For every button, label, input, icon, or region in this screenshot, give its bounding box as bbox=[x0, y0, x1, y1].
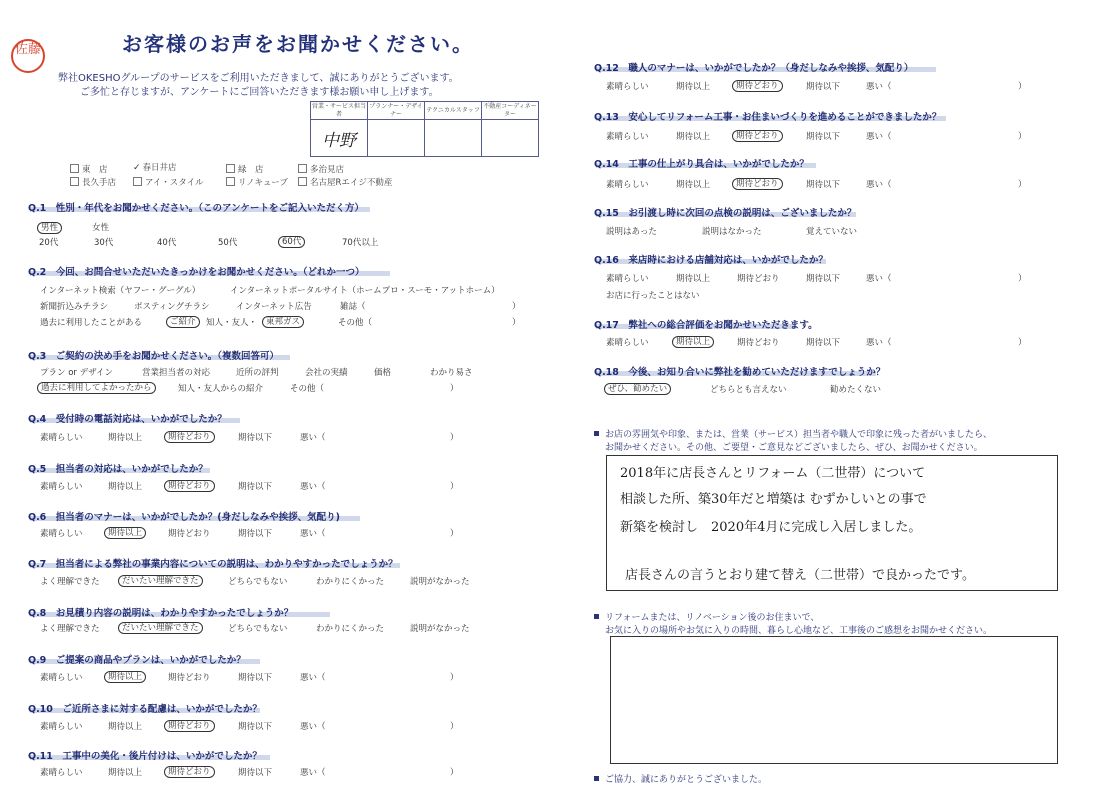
answer-option[interactable]: 素晴らしい bbox=[606, 132, 649, 142]
answer-option[interactable]: 期待以下 bbox=[806, 180, 841, 190]
answer-option[interactable]: 悪い（ bbox=[866, 338, 892, 348]
store-option[interactable]: 東 店 bbox=[70, 163, 108, 175]
answer-option[interactable]: 素晴らしい bbox=[40, 673, 83, 683]
answer-option[interactable]: 期待以上 bbox=[108, 722, 143, 732]
paren-close: ） bbox=[450, 529, 459, 539]
answer-option[interactable]: 素晴らしい bbox=[606, 82, 649, 92]
answer-option[interactable]: 悪い（ bbox=[300, 433, 326, 443]
answer-option[interactable]: 雑誌（ bbox=[340, 302, 366, 312]
answer-option[interactable]: 期待以上 bbox=[676, 274, 711, 284]
answer-option[interactable]: 過去に利用したことがある bbox=[40, 318, 143, 328]
paren-close: ） bbox=[512, 318, 521, 328]
answer-option[interactable]: 素晴らしい bbox=[40, 433, 83, 443]
question-15: Q.15 お引渡し時に次回の点検の説明は、ございましたか？ bbox=[594, 208, 857, 219]
staff-name: 中野 bbox=[322, 130, 356, 151]
answer-option[interactable]: 期待以下 bbox=[806, 274, 841, 284]
answer-option-selected[interactable]: 期待以上 bbox=[104, 670, 146, 682]
staff-header: テクニカルスタッフ bbox=[425, 102, 482, 120]
answer-option[interactable]: 素晴らしい bbox=[606, 274, 649, 284]
question-5: Q.5 担当者の対応は、いかがでしたか？ bbox=[28, 464, 208, 475]
checkbox[interactable] bbox=[70, 164, 79, 173]
answer-option[interactable]: ポスティングチラシ bbox=[134, 302, 210, 312]
question-12: Q.12 職人のマナーは、いかがでしたか？（身だしなみや挨拶、気配り） bbox=[594, 63, 914, 74]
answer-option[interactable]: 悪い（ bbox=[866, 132, 892, 142]
staff-header: 不動産コーディネーター bbox=[483, 102, 537, 118]
answer-option[interactable]: 70代以上 bbox=[342, 238, 379, 248]
question-8: Q.8 お見積り内容の説明は、わかりやすかったでしょうか？ bbox=[28, 608, 294, 619]
answer-option[interactable]: どちらでもない bbox=[228, 624, 288, 634]
answer-option[interactable]: 期待以下 bbox=[806, 82, 841, 92]
staff-cell bbox=[368, 120, 425, 157]
answer-option-selected[interactable]: 期待どおり bbox=[164, 430, 215, 442]
paren-close: ） bbox=[1018, 274, 1027, 284]
answer-option[interactable]: 期待どおり bbox=[168, 529, 211, 539]
answer-option-selected[interactable]: 期待どおり bbox=[164, 479, 215, 491]
answer-option[interactable]: 新聞折込みチラシ bbox=[40, 302, 109, 312]
answer-option[interactable]: 悪い（ bbox=[300, 482, 326, 492]
question-7: Q.7 担当者による弊社の事業内容についての説明は、わかりやすかったでしょうか？ bbox=[28, 559, 398, 570]
answer-option-selected[interactable]: 期待以上 bbox=[104, 526, 146, 538]
question-2: Q.2 今回、お問合せいただいたきっかけをお聞かせください。（どれか一つ） bbox=[28, 267, 365, 278]
checkbox[interactable] bbox=[298, 164, 307, 173]
question-14: Q.14 工事の仕上がり具合は、いかがでしたか？ bbox=[594, 159, 809, 170]
answer-option-selected[interactable]: ぜひ、勧めたい bbox=[604, 382, 671, 394]
answer-option-selected[interactable]: 期待どおり bbox=[732, 177, 783, 189]
store-option[interactable]: リノキューブ bbox=[226, 176, 288, 188]
question-10: Q.10 ご近所さまに対する配慮は、いかがでしたか？ bbox=[28, 704, 262, 715]
question-3: Q.3 ご契約の決め手をお聞かせください。（複数回答可） bbox=[28, 351, 280, 362]
page-title: お客様のお声をお聞かせください。 bbox=[122, 32, 474, 56]
answer-option[interactable]: 期待どおり bbox=[168, 673, 211, 683]
question-11: Q.11 工事中の美化・後片付けは、いかがでしたか？ bbox=[28, 751, 262, 762]
answer-option-selected[interactable]: 過去に利用してよかったから bbox=[37, 381, 156, 393]
answer-option[interactable]: 40代 bbox=[157, 238, 177, 248]
question-9: Q.9 ご提案の商品やプランは、いかがでしたか？ bbox=[28, 655, 246, 666]
answer-option-selected[interactable]: 期待以上 bbox=[672, 335, 714, 347]
answer-option-selected[interactable]: 期待どおり bbox=[732, 129, 783, 141]
paren-close: ） bbox=[450, 384, 459, 394]
answer-option[interactable]: 女性 bbox=[92, 223, 110, 233]
question-16: Q.16 来店時における店舗対応は、いかがでしたか？ bbox=[594, 255, 828, 266]
impressions-prompt-2: お聞かせください。その他、ご要望・ご意見などございましたら、ぜひ、お聞かせください。 bbox=[605, 443, 983, 453]
answer-option[interactable]: 期待以上 bbox=[108, 482, 143, 492]
answer-option[interactable]: わかりにくかった bbox=[316, 624, 385, 634]
answer-option[interactable]: どちらでもない bbox=[228, 577, 288, 587]
store-option[interactable]: 名古屋Rエイジ不動産 bbox=[298, 176, 392, 188]
answer-option[interactable]: インターネット広告 bbox=[236, 302, 312, 312]
answer-option[interactable]: 会社の実績 bbox=[305, 368, 348, 378]
checkbox[interactable] bbox=[298, 177, 307, 186]
answer-option[interactable]: 悪い（ bbox=[300, 722, 326, 732]
answer-option[interactable]: 知人・友人・ bbox=[206, 318, 258, 328]
answer-option[interactable]: 期待どおり bbox=[737, 274, 780, 284]
answer-option[interactable]: 30代 bbox=[94, 238, 114, 248]
checkbox[interactable] bbox=[226, 164, 235, 173]
handwritten-line: 新築を検討し 2020年4月に完成し入居しました。 bbox=[620, 520, 922, 535]
answer-option[interactable]: 素晴らしい bbox=[40, 529, 83, 539]
paren-close: ） bbox=[450, 722, 459, 732]
answer-option-selected[interactable]: だいたい理解できた bbox=[118, 574, 203, 586]
answer-option[interactable]: よく理解できた bbox=[40, 624, 100, 634]
answer-option-selected[interactable]: 期待どおり bbox=[732, 79, 783, 91]
answer-option[interactable]: 勧めたくない bbox=[830, 385, 882, 395]
store-option[interactable]: 多治見店 bbox=[298, 163, 344, 175]
impressions-prompt-1: お店の雰囲気や印象、または、営業（サービス）担当者や職人で印象に残った者がいましたら、 bbox=[594, 427, 992, 440]
answer-option[interactable]: 説明はあった bbox=[606, 227, 657, 237]
answer-option[interactable]: 説明がなかった bbox=[410, 577, 470, 587]
answer-option[interactable]: 近所の評判 bbox=[236, 368, 279, 378]
answer-option[interactable]: 期待以下 bbox=[238, 529, 273, 539]
answer-option[interactable]: 期待以下 bbox=[238, 482, 273, 492]
paren-close: ） bbox=[1018, 338, 1027, 348]
answer-option[interactable]: 知人・友人からの紹介 bbox=[178, 384, 264, 394]
answer-option[interactable]: 期待以下 bbox=[238, 768, 273, 778]
paren-close: ） bbox=[450, 433, 459, 443]
answer-option[interactable]: インターネットポータルサイト（ホームプロ・スーモ・アットホーム） bbox=[230, 286, 500, 296]
answer-option[interactable]: 20代 bbox=[39, 238, 59, 248]
paren-close: ） bbox=[512, 302, 521, 312]
after-reform-prompt-1: リフォームまたは、リノベーション後のお住まいで、 bbox=[594, 610, 819, 623]
answer-option[interactable]: 期待以上 bbox=[676, 82, 711, 92]
answer-option[interactable]: 素晴らしい bbox=[40, 768, 83, 778]
answer-option[interactable]: 覚えていない bbox=[806, 227, 858, 237]
answer-option[interactable]: 期待以下 bbox=[238, 722, 273, 732]
paren-close: ） bbox=[1018, 132, 1027, 142]
question-1: Q.1 性別・年代をお聞かせください。（このアンケートをご記入いただく方） bbox=[28, 203, 364, 214]
answer-option[interactable]: その他（ bbox=[290, 384, 325, 394]
answer-option[interactable]: 素晴らしい bbox=[606, 338, 649, 348]
staff-cell bbox=[425, 120, 482, 157]
answer-option[interactable]: よく理解できた bbox=[40, 577, 100, 587]
answer-option[interactable]: 悪い（ bbox=[866, 82, 892, 92]
answer-option[interactable]: 悪い（ bbox=[866, 274, 892, 284]
staff-header: プランナー・デザイナー bbox=[369, 102, 423, 118]
paren-close: ） bbox=[1018, 82, 1027, 92]
answer-option[interactable]: 素晴らしい bbox=[40, 722, 83, 732]
answer-option[interactable]: 悪い（ bbox=[300, 673, 326, 683]
checkbox[interactable] bbox=[226, 177, 235, 186]
answer-option[interactable]: プラン or デザイン bbox=[40, 368, 114, 378]
paren-close: ） bbox=[450, 768, 459, 778]
checkbox[interactable] bbox=[70, 177, 79, 186]
question-13: Q.13 安心してリフォーム工事・お住まいづくりを進めることができましたか？ bbox=[594, 112, 942, 123]
after-reform-prompt-2: お気に入りの場所やお気に入りの時間、暮らし心地など、工事後のご感想をお聞かせください。 bbox=[605, 626, 993, 636]
seal-stamp: 佐藤 bbox=[11, 39, 45, 73]
question-4: Q.4 受付時の電話対応は、いかがでしたか？ bbox=[28, 414, 227, 425]
answer-option-selected[interactable]: だいたい理解できた bbox=[118, 621, 203, 633]
staff-header: 営業・サービス担当者 bbox=[311, 102, 366, 118]
answer-option[interactable]: 期待以上 bbox=[108, 433, 143, 443]
handwritten-line: 店長さんの言うとおり建て替え（二世帯）で良かったです。 bbox=[625, 568, 975, 583]
answer-option[interactable]: 悪い（ bbox=[866, 180, 892, 190]
answer-option[interactable]: 期待以下 bbox=[238, 673, 273, 683]
answer-option[interactable]: 説明はなかった bbox=[702, 227, 762, 237]
answer-option-selected[interactable]: ご紹介 bbox=[166, 315, 200, 327]
answer-option[interactable]: 50代 bbox=[218, 238, 238, 248]
answer-option[interactable]: 説明がなかった bbox=[410, 624, 470, 634]
answer-option[interactable]: 期待以上 bbox=[676, 180, 711, 190]
answer-option[interactable]: 期待以上 bbox=[108, 768, 143, 778]
answer-option[interactable]: 期待以上 bbox=[676, 132, 711, 142]
handwritten-line: 相談した所、築30年だと増築は むずかしいとの事で bbox=[620, 492, 927, 507]
store-option[interactable]: 緑 店 bbox=[226, 163, 264, 175]
paren-close: ） bbox=[1018, 180, 1027, 190]
answer-option-selected[interactable]: 期待どおり bbox=[164, 719, 215, 731]
checkbox[interactable] bbox=[133, 177, 142, 186]
paren-close: ） bbox=[450, 673, 459, 683]
answer-option[interactable]: どちらとも言えない bbox=[710, 385, 787, 395]
answer-option[interactable]: 営業担当者の対応 bbox=[142, 368, 211, 378]
answer-option[interactable]: わかりにくかった bbox=[316, 577, 385, 587]
answer-option-selected[interactable]: 男性 bbox=[37, 221, 62, 233]
answer-option-selected[interactable]: 期待どおり bbox=[164, 765, 215, 777]
store-option-checked[interactable]: ✓ 春日井店 bbox=[133, 163, 177, 173]
handwritten-line: 2018年に店長さんとリフォーム（二世帯）について bbox=[620, 466, 926, 481]
store-option[interactable]: アイ・スタイル bbox=[133, 176, 204, 188]
answer-option[interactable]: 期待以下 bbox=[238, 433, 273, 443]
answer-option[interactable]: 悪い（ bbox=[300, 768, 326, 778]
answer-option[interactable]: 価格 bbox=[374, 368, 392, 378]
answer-option[interactable]: 素晴らしい bbox=[40, 482, 83, 492]
staff-table bbox=[310, 101, 539, 157]
intro-line-2: ご多忙と存じますが、アンケートにご回答いただきます様お願い申し上げます。 bbox=[80, 87, 439, 98]
check-mark-icon: ✓ bbox=[133, 163, 141, 173]
answer-option[interactable]: 悪い（ bbox=[300, 529, 326, 539]
intro-line-1: 弊社OKESHOグループのサービスをご利用いただきまして、誠にありがとうございます。 bbox=[58, 73, 459, 84]
answer-option-selected[interactable]: 東邦ガス bbox=[262, 315, 304, 327]
question-18: Q.18 今後、お知り合いに弊社を勧めていただけますでしょうか？ bbox=[594, 367, 886, 378]
thanks-message: ご協力、誠にありがとうございました。 bbox=[594, 772, 767, 785]
answer-option[interactable]: わかり易さ bbox=[430, 368, 473, 378]
question-17: Q.17 弊社への総合評価をお聞かせいただきます。 bbox=[594, 320, 818, 331]
answer-option[interactable]: 期待以下 bbox=[806, 132, 841, 142]
answer-option[interactable]: 期待以下 bbox=[806, 338, 841, 348]
answer-option[interactable]: その他（ bbox=[338, 318, 373, 328]
answer-option[interactable]: お店に行ったことはない bbox=[606, 291, 700, 301]
answer-option-selected[interactable]: 60代 bbox=[278, 235, 305, 247]
question-6: Q.6 担当者のマナーは、いかがでしたか？(身だしなみや挨拶、気配り) bbox=[28, 512, 340, 523]
paren-close: ） bbox=[450, 482, 459, 492]
staff-cell bbox=[482, 120, 539, 157]
answer-option[interactable]: 素晴らしい bbox=[606, 180, 649, 190]
answer-option[interactable]: インターネット検索（ヤフー・グーグル） bbox=[40, 286, 201, 296]
after-reform-answer-box[interactable] bbox=[610, 636, 1058, 764]
store-option[interactable]: 長久手店 bbox=[70, 176, 116, 188]
answer-option[interactable]: 期待どおり bbox=[737, 338, 780, 348]
